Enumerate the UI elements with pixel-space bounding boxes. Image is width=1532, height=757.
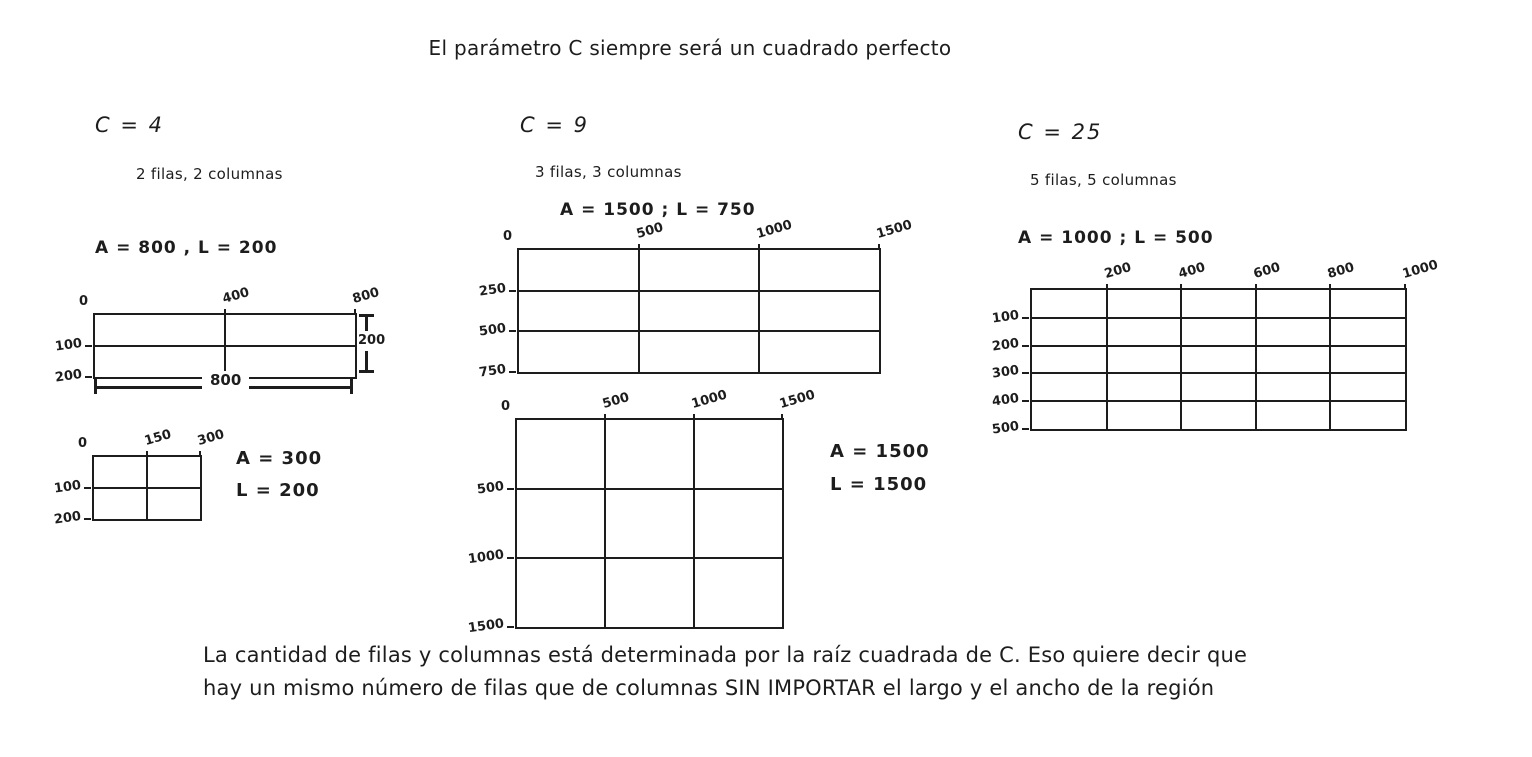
y-tick-mark [507,557,514,559]
x-tick-mark [199,451,201,457]
c4-params: A = 800 , L = 200 [95,238,278,258]
y-tick-mark [509,371,516,373]
y-tick-mark [509,290,516,292]
x-tick-label: 400 [220,285,252,307]
c9-params: A = 1500 ; L = 750 [560,200,756,220]
x-tick-label: 0 [502,229,512,244]
grid-row-line [1032,400,1405,402]
c4-subheading: 2 filas, 2 columnas [136,165,283,183]
x-tick-mark [781,414,783,420]
y-tick-label: 200 [990,335,1020,355]
y-tick-label: 300 [990,363,1020,382]
grid-row-line [1032,317,1405,319]
bracket-left-tick [94,378,97,394]
x-tick-mark [1106,284,1108,290]
c25-grid [990,257,1440,438]
grid-row-line [519,330,879,332]
x-tick-mark [758,244,760,250]
c4-small-grid [52,427,227,528]
x-tick-label: 500 [634,220,666,242]
bracket-top-stem [365,314,368,331]
x-tick-mark [354,309,356,315]
x-tick-label: 800 [1326,260,1357,282]
page-title: El parámetro C siempre será un cuadrado perfecto [428,36,952,60]
grid-column-line [1329,290,1331,429]
x-tick-label: 800 [350,285,382,307]
y-tick-mark [1022,428,1029,430]
x-tick-label: 150 [142,427,174,449]
x-tick-label: 1000 [754,217,794,242]
c9-top-grid [477,217,914,381]
y-tick-mark [1022,345,1029,347]
bracket-right-tick [350,378,353,394]
y-tick-mark [1022,372,1029,374]
c4-heading: C = 4 [95,113,164,137]
x-tick-mark [1329,284,1331,290]
y-tick-mark [84,487,91,489]
grid-column-line [1106,290,1108,429]
c4-small-grid-area-label: A = 300 [236,448,323,469]
y-tick-label: 250 [477,280,507,300]
x-tick-label: 0 [500,399,510,414]
x-tick-label: 200 [1102,260,1133,282]
grid-row-line [517,557,782,559]
c9-subheading: 3 filas, 3 columnas [535,163,682,181]
y-tick-label: 100 [52,477,82,497]
x-tick-mark [604,414,606,420]
x-tick-label: 1500 [874,217,914,242]
y-tick-label: 500 [990,418,1020,438]
y-tick-label: 500 [477,321,507,340]
c25-subheading: 5 filas, 5 columnas [1030,171,1177,189]
x-tick-mark [638,244,640,250]
y-tick-label: 750 [477,361,507,381]
grid-row-line [94,487,200,489]
grid-column-line [1255,290,1257,429]
y-tick-mark [507,626,514,628]
grid-row-line [95,345,355,347]
x-tick-label: 0 [78,294,88,309]
y-tick-mark [1022,400,1029,402]
x-tick-mark [693,414,695,420]
grid-row-line [519,290,879,292]
y-tick-label: 500 [475,478,505,498]
x-tick-label: 500 [601,390,632,412]
grid-column-line [604,420,606,627]
grid-column-line [758,250,760,372]
c9-bottom-grid-length-label: L = 1500 [830,474,928,495]
y-tick-label: 100 [53,335,83,355]
x-tick-mark [224,309,226,315]
height-dimension-label: 200 [358,333,386,348]
c9-bottom-grid-area-label: A = 1500 [830,441,930,462]
grid-column-line [638,250,640,372]
bracket-bottom-stem [365,351,368,372]
c9-bottom-grid [466,387,817,637]
y-tick-label: 100 [990,307,1020,327]
c4-main-grid [53,285,382,386]
y-tick-label: 400 [990,391,1020,410]
x-tick-label: 1000 [1400,257,1440,282]
y-tick-mark [507,488,514,490]
x-tick-mark [878,244,880,250]
x-tick-label: 300 [195,427,227,449]
x-tick-mark [146,451,148,457]
x-tick-label: 400 [1177,260,1208,282]
c25-params: A = 1000 ; L = 500 [1018,228,1214,248]
y-tick-mark [85,376,92,378]
x-tick-label: 0 [77,436,87,451]
y-tick-mark [85,345,92,347]
y-tick-mark [84,518,91,520]
c4-small-grid-length-label: L = 200 [236,480,320,501]
x-tick-mark [1404,284,1406,290]
x-tick-mark [1255,284,1257,290]
y-tick-label: 1000 [466,547,505,568]
footer-explanation-line2: hay un mismo número de filas que de columnas SIN IMPORTAR el largo y el ancho de la región [203,676,1215,700]
x-tick-label: 600 [1251,260,1282,282]
width-dimension-label: 800 [202,371,249,389]
x-tick-label: 1000 [689,387,729,412]
bracket-bottom-serif [359,370,374,373]
grid-column-line [693,420,695,627]
y-tick-label: 200 [52,508,82,528]
y-tick-mark [1022,317,1029,319]
grid-row-line [1032,345,1405,347]
y-tick-label: 200 [53,366,83,386]
grid-row-line [517,488,782,490]
grid-column-line [1180,290,1182,429]
c9-heading: C = 9 [520,113,589,137]
y-tick-mark [509,330,516,332]
x-tick-label: 1500 [777,387,817,412]
footer-explanation-line1: La cantidad de filas y columnas está determinada por la raíz cuadrada de C. Eso quiere decir que [203,643,1248,667]
y-tick-label: 1500 [466,616,505,637]
grid-row-line [1032,372,1405,374]
x-tick-mark [1180,284,1182,290]
c25-heading: C = 25 [1018,120,1103,144]
